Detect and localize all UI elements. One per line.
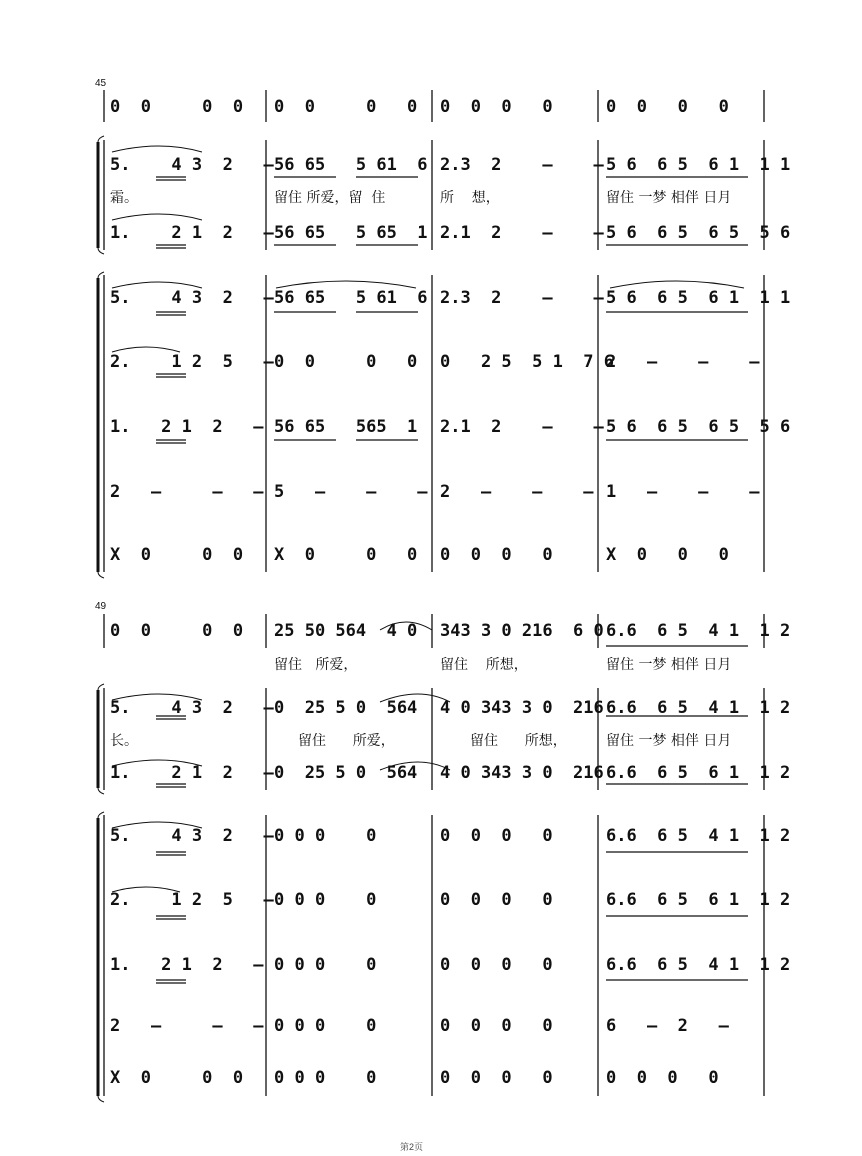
measure-number-45: 45 [95,78,107,89]
s2-voice-bar1: 0 0 0 0 [110,621,244,641]
s1-i1-bar3: 2.3 2 – – [440,288,604,308]
s2-voice-lyric-3: 留住 所想， [440,657,528,673]
s1-i2-bar1: 2. 1 2 5 – [110,352,274,372]
s1-i4-bar1: 2 – – – [110,482,264,502]
s1-sop-bar1: 5. 4 3 2 – [110,155,274,175]
s2-i2-bar4: 6.6 6 5 6 1 1 2 [606,890,791,910]
s1-i2-bar2: 0 0 0 0 [274,352,418,372]
s2-voice-lyric-2: 留住 所爱， [274,657,358,673]
s2-voice-lyric-4: 留住 一梦 相伴 日月 [606,657,732,673]
s2-alto-bar1: 1. 2 1 2 – [110,763,274,783]
s2-alto-bar3: 4 0 343 3 0 216 [440,763,604,783]
s1-lyric-3: 所 想， [440,190,500,206]
s1-i4-bar4: 1 – – – [606,482,760,502]
s1-alto-bar1: 1. 2 1 2 – [110,223,274,243]
s2-i4-bar4: 6 – 2 – [606,1016,729,1036]
s2-i4-bar1: 2 – – – [110,1016,264,1036]
s2-perc-bar2: 0 0 0 0 [274,1068,377,1088]
s2-voice-bar2: 25 50 564 4 0 [274,621,418,641]
s2-i1-bar3: 0 0 0 0 [440,826,553,846]
s2-sop-lyric-2: 留住 所爱， [298,733,395,749]
s2-perc-bar1: X 0 0 0 [110,1068,244,1088]
s2-sop-bar1: 5. 4 3 2 – [110,698,274,718]
s2-i4-bar3: 0 0 0 0 [440,1016,553,1036]
s2-sop-lyric-1: 长。 [110,733,138,749]
s2-i1-bar4: 6.6 6 5 4 1 1 2 [606,826,791,846]
s2-i3-bar3: 0 0 0 0 [440,955,553,975]
s1-i3-bar1: 1. 2 1 2 – [110,417,264,437]
s2-i3-bar2: 0 0 0 0 [274,955,377,975]
s1-sop-bar4: 5 6 6 5 6 1 1 1 [606,155,791,175]
s1-alto-bar4: 5 6 6 5 6 5 5 6 [606,223,791,243]
s1-perc-bar3: 0 0 0 0 [440,545,553,565]
s1-sop-bar2: 56 65 5 61 6 [274,155,428,175]
s1-i3-bar4: 5 6 6 5 6 5 5 6 [606,417,791,437]
s2-i1-bar2: 0 0 0 0 [274,826,377,846]
s2-i3-bar4: 6.6 6 5 4 1 1 2 [606,955,791,975]
s2-sop-bar4: 6.6 6 5 4 1 1 2 [606,698,791,718]
s1-lyric-2: 留住 所爱，留 住 [274,190,386,206]
s1-i2-bar4: 2 – – – [606,352,760,372]
s2-alto-bar2: 0 25 5 0 564 [274,763,418,783]
s1-i1-bar4: 5 6 6 5 6 1 1 1 [606,288,791,308]
s2-i2-bar1: 2. 1 2 5 – [110,890,274,910]
s2-perc-bar4: 0 0 0 0 [606,1068,719,1088]
s2-sop-bar2: 0 25 5 0 564 [274,698,418,718]
s1-i4-bar2: 5 – – – [274,482,428,502]
s1-i1-bar2: 56 65 5 61 6 [274,288,428,308]
s2-sop-lyric-4: 留住 一梦 相伴 日月 [606,733,732,749]
s2-perc-bar3: 0 0 0 0 [440,1068,553,1088]
s2-i2-bar2: 0 0 0 0 [274,890,377,910]
measure-number-49: 49 [95,601,107,612]
s1-sop-bar3: 2.3 2 – – [440,155,604,175]
s1-lyric-4: 留住 一梦 相伴 日月 [606,190,732,206]
s2-sop-lyric-3: 留住 所想， [470,733,567,749]
s1-voice-bar4: 0 0 0 0 [606,97,729,117]
s2-i1-bar1: 5. 4 3 2 – [110,826,274,846]
s1-i4-bar3: 2 – – – [440,482,594,502]
s1-i2-bar3: 0 2 5 5 1 7 6 [440,352,614,372]
s1-i1-bar1: 5. 4 3 2 – [110,288,274,308]
s1-i3-bar3: 2.1 2 – – [440,417,604,437]
s2-i4-bar2: 0 0 0 0 [274,1016,377,1036]
s1-voice-bar3: 0 0 0 0 [440,97,553,117]
s1-alto-bar3: 2.1 2 – – [440,223,604,243]
s1-i3-bar2: 56 65 565 1 [274,417,418,437]
s1-voice-bar2: 0 0 0 0 [274,97,418,117]
s2-alto-bar4: 6.6 6 5 6 1 1 2 [606,763,791,783]
s2-i2-bar3: 0 0 0 0 [440,890,553,910]
s1-lyric-1: 霜。 [110,190,138,206]
s1-voice-bar1: 0 0 0 0 [110,97,244,117]
s1-alto-bar2: 56 65 5 65 1 [274,223,428,243]
s1-perc-bar2: X 0 0 0 [274,545,418,565]
s2-i3-bar1: 1. 2 1 2 – [110,955,264,975]
s2-voice-bar4: 6.6 6 5 4 1 1 2 [606,621,791,641]
s2-sop-bar3: 4 0 343 3 0 216 [440,698,604,718]
s1-perc-bar1: X 0 0 0 [110,545,244,565]
s1-perc-bar4: X 0 0 0 [606,545,729,565]
s2-voice-bar3: 343 3 0 216 6 0 [440,621,604,641]
page-footer: 第2页 [400,1142,424,1152]
